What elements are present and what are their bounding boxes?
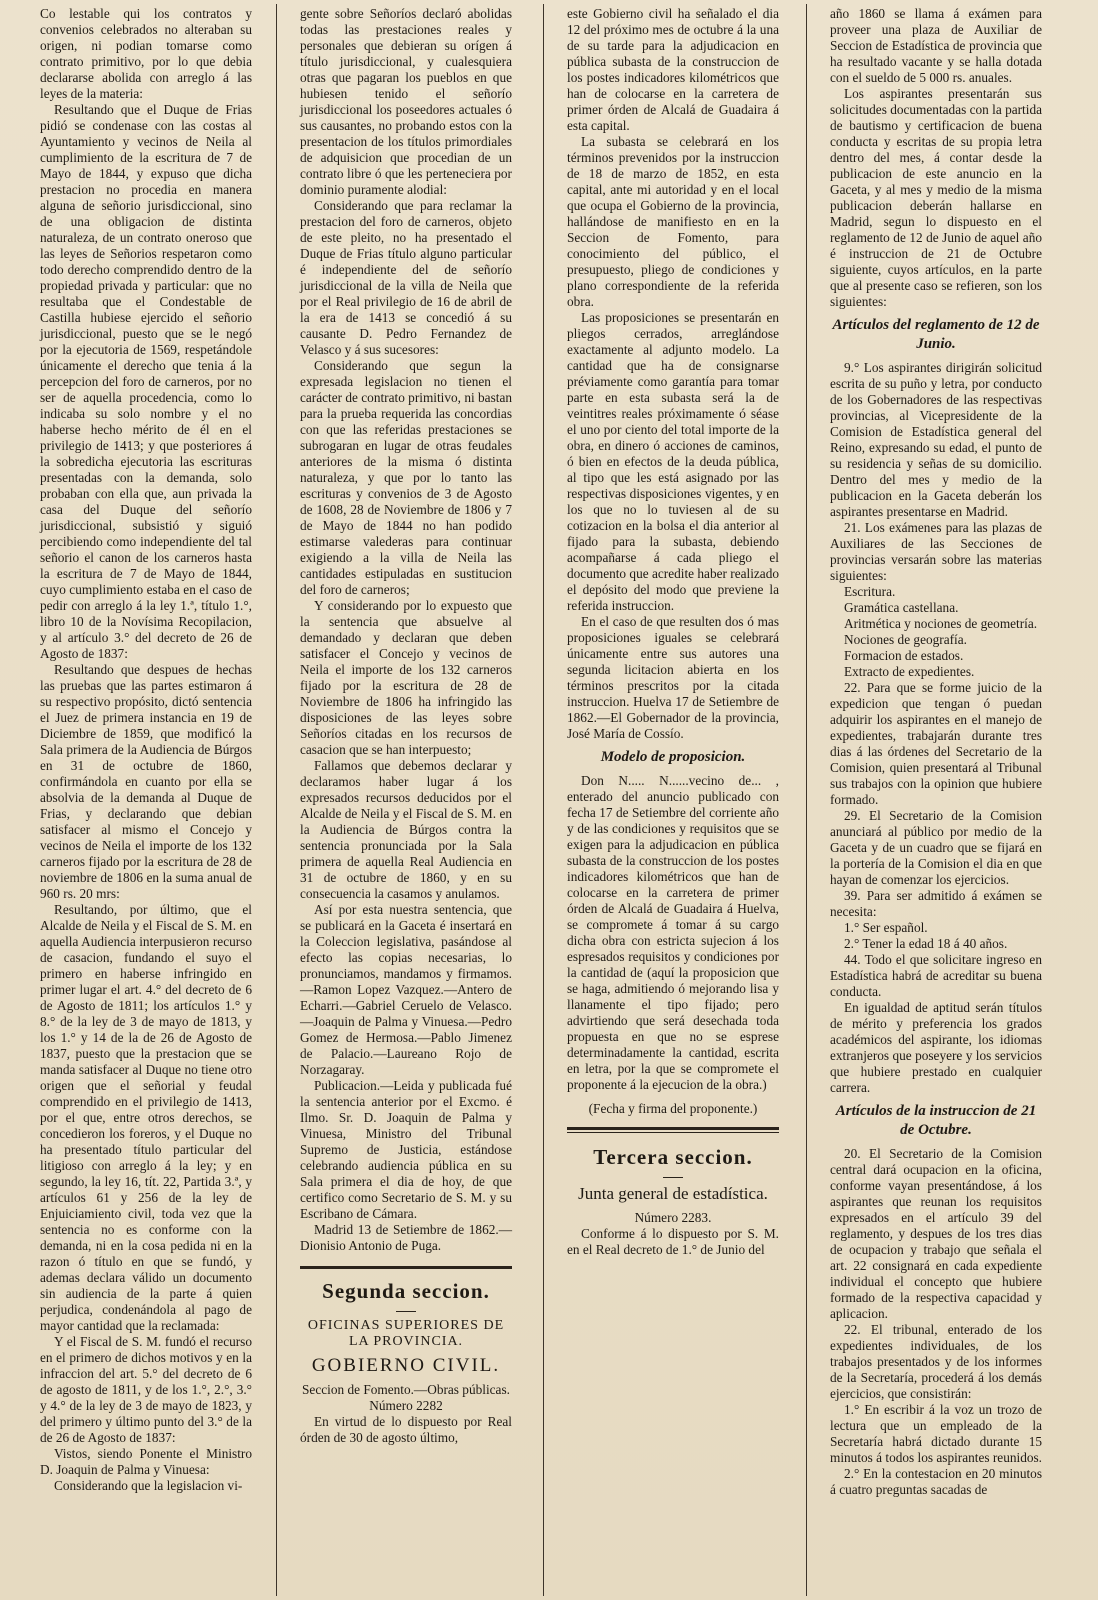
paragraph: 2.° En la contestacion en 20 minutos á cuatro preguntas sacadas de [830, 1466, 1042, 1497]
subject-list [830, 584, 1042, 680]
paragraph: Resultando, por último, que el Alcalde de Neila y el Fiscal de S. M. en aquella Audiencia interpusieron recurso de casacion, fundando el suyo el primero en haberse infringido en primer lugar el art. 4.° del decreto de 6 de Agosto de 1811; los artículos 1.° y 8.° de la ley de 3 de mayo de 1813, y los 1.° y 14 de la de 26 de Agosto de 1837, puesto que la prestacion que se manda satisfacer al Duque no tiene otro origen que el señorial y feudal comprendido en el privilegio de 1413, por el que, entre otros derechos, se concedieron los foreros, y el Duque no ha presentado título particular del litigioso con arreglo á la ley; y en segundo, la ley 16, tít. 22, Partida 3.ª, y artículos 61 y 256 de la ley de Enjuiciamiento civil, toda vez que la sentencia no es conforme con la demanda, ni en la cosa pedida ni en la razon ó título en que se fundó, y ademas declara válido un documento sin audiencia de la parte á quien perjudica, condenándola al pago de mayor cantidad que la reclamada: [40, 902, 252, 1333]
list-item: Nociones de geografía. [844, 632, 967, 647]
paragraph: 2.° Tener la edad 18 á 40 años. [844, 936, 1008, 951]
paragraph: Así por esta nuestra sentencia, que se publicará en la Gaceta é insertará en la Coleccion legislativa, pasándose al efecto las copias necesarias, lo pronunciamos, mandamos y firmamos.—Ramon Lopez Vazquez.—Antero de Echarri.—Gabriel Ceruelo de Velasco.—Joaquin de Palma y Vinuesa.—Pedro Gomez de Hermosa.—Pablo Jimenez de Palacio.—Laureano Rojo de Norzagaray. [300, 902, 512, 1077]
paragraph: gente sobre Señoríos declaró abolidas todas las prestaciones reales y personales que debieran su orígen á título jurisdiccional, y cualesquiera otras que pagaran los pueblos en que hubiesen tenido el señorío jurisdiccional los poseedores actuales ó sus causantes, no probando estos con la presentacion de los títulos primordiales de adquisicion que procedian de un contrato libre ó que les perteneciera por dominio puramente alodial: [300, 6, 512, 197]
divider [663, 1177, 683, 1178]
paragraph: Resultando que despues de hechas las pruebas que las partes estimaron á su respectivo propósito, dictó sentencia el Juez de primera instancia en 19 de Diciembre de 1859, que modificó la Sala primera de la Audiencia de Búrgos en 31 de octubre de 1860, confirmándola en cuanto por ella se absolvia de la demanda al Duque de Frias, y declarando que debian satisfacer al mismo el Concejo y vecinos de Neila el importe de los 132 carneros fijado por la escritura de 28 de noviembre de 1806 en la suma anual de 960 rs. 20 mrs: [40, 662, 252, 901]
section-title: Tercera seccion. [593, 1145, 753, 1169]
paragraph: Publicacion.—Leida y publicada fué la sentencia anterior por el Excmo. é Ilmo. Sr. D. Joaquin de Palma y Vinuesa, Ministro del Tribunal Supremo de Justicia, estándose celebrando audiencia pública en su Sala primera el dia de hoy, de que certifico como Secretario de S. M. y su Escribano de Cámara. [300, 1078, 512, 1221]
paragraph: Co lestable qui los contratos y convenios celebrados no alteraban su origen, ni podian tomarse como contrato primitivo, por lo que debia declararse abolida con arreglo á las leyes de la materia: [40, 6, 252, 101]
paragraph: 1.° En escribir á la voz un trozo de lectura que un empleado de la Secretaría habrá dictado durante 15 minutos á todos los aspirantes reunidos. [830, 1402, 1042, 1465]
paragraph: 39. Para ser admitido á exámen se necesita: [830, 888, 1042, 919]
paragraph: Y considerando por lo expuesto que la sentencia que absuelve al demandado y declaran que deben satisfacer el Concejo y vecinos de Neila el importe de los 132 carneros fijado por la escritura de 28 de Noviembre de 1806 ha infringido las disposiciones de las leyes sobre Señoríos citadas en los recursos de casacion que se han interpuesto; [300, 598, 512, 757]
paragraph: 9.° Los aspirantes dirigirán solicitud escrita de su puño y letra, por conducto de los Gobernadores de las respectivas provincias, al Vicepresidente de la Comision de Estadística general del Reino, expresando su edad, el punto de su residencia y señas de su domicilio. Dentro del mes y medio de la publicacion en la Gaceta deberán los aspirantes presentarse en Madrid. [830, 360, 1042, 519]
section-divider [567, 1127, 779, 1133]
paragraph: En el caso de que resulten dos ó mas proposiciones iguales se celebrará únicamente entre sus autores una segunda licitacion abierta en los términos prescritos por la citada instruccion. Huelva 17 de Setiembre de 1862.—El Gobernador de la provincia, José María de Cossío. [567, 614, 779, 741]
notice-number: Número 2282 [369, 1398, 443, 1413]
junta-heading: Junta general de estadística. [578, 1184, 768, 1203]
notice-number: Número 2283. [634, 1210, 712, 1225]
column-3 [557, 6, 789, 1594]
paragraph: Conforme á lo dispuesto por S. M. en el Real decreto de 1.° de Junio del [567, 1226, 779, 1257]
paragraph: 1.° Ser español. [844, 920, 928, 935]
column-rule [543, 4, 544, 1596]
divider [396, 1311, 416, 1312]
paragraph: Fallamos que debemos declarar y declaramos haber lugar á los expresados recursos deducidos por el Alcalde de Neila y el Fiscal de S. M. en la Audiencia de Búrgos contra la sentencia pronunciada por la Sala primera de aquella Real Audiencia en 31 de octubre de 1860, y en su consecuencia la casamos y anulamos. [300, 758, 512, 901]
paragraph: La subasta se celebrará en los términos prevenidos por la instruccion de 18 de marzo de 1852, en esta capital, ante mi autoridad y en el local que ocupa el Gobierno de la provincia, hallándose de manifiesto en en la Seccion de Fomento, para conocimiento del público, el presupuesto, pliego de condiciones y plano correspondiente de la referida obra. [567, 134, 779, 309]
paragraph: 20. El Secretario de la Comision central dará ocupacion en la oficina, conforme vayan presentándose, á los aspirantes que reunan los requisitos expresados en el artículo 39 del reglamento, y despues de los tres dias de ocupacion y trabajo que señala el art. 22 consignará en cada expediente individual el concepto que hubiere formado de la respectiva capacidad y aplicacion. [830, 1146, 1042, 1321]
paragraph: año 1860 se llama á exámen para proveer una plaza de Auxiliar de Seccion de Estadística de provincia que ha resultado vacante y se halla dotada con el sueldo de 5 000 rs. anuales. [830, 6, 1042, 85]
list-item: Escritura. [844, 584, 896, 599]
article-heading: Artículos de la instruccion de 21 de Octubre. [835, 1103, 1037, 1138]
paragraph: Las proposiciones se presentarán en pliegos cerrados, arreglándose exactamente al adjunto modelo. La cantidad que ha de consignarse préviamente como garantía para tomar parte en esta subasta será la de veintitres reales próximamente ó séase el uno por ciento del total importe de la obra, en dinero ó acciones de caminos, ó bien en efectos de la deuda pública, al tipo que les está asignado por las respectivas disposiciones vigentes, y en los que no lo tuviesen al de su cotizacion en la bolsa el dia anterior al fijado para la subasta, debiendo acompañarse á cada pliego el documento que acredite haber realizado el depósito del modo que previene la referida instruccion. [567, 310, 779, 613]
column-rule [806, 4, 807, 1596]
list-item: Gramática castellana. [844, 600, 959, 615]
paragraph: Don N..... N......vecino de... , enterado del anuncio publicado con fecha 17 de Setiembre del corriente año y de las condiciones y requisitos que se exigen para la adjudicacion en pública subasta de la construccion de los postes indicadores kilométricos que han de colocarse en la carretera de primer órden de Alcalá de Guadaira á Huelva, se compromete á tomar á su cargo dicha obra con estricta sujecion á los espresados requisitos y condiciones por la cantidad de (aquí la proposicion que se haga, admitiendo ó mejorando lisa y llanamente el tipo fijado; pero advirtiendo que será desechada toda propuesta en que no se esprese determinadamente la cantidad, escrita en letra, por la que se compromete el proponente á la ejecucion de la obra.) [567, 773, 779, 1092]
column-rule [276, 4, 277, 1596]
paragraph: En virtud de lo dispuesto por Real órden de 30 de agosto último, [300, 1414, 512, 1445]
paragraph: 44. Todo el que solicitare ingreso en Estadística habrá de acreditar su buena conducta. [830, 952, 1042, 999]
government-heading: GOBIERNO CIVIL. [311, 1355, 501, 1376]
paragraph: Los aspirantes presentarán sus solicitudes documentadas con la partida de bautismo y certificacion de buena conducta y escritas de su propia letra dentro del mes, á contar desde la publicacion de este anuncio en la Gaceta, y al mes y medio de la misma publicacion deberán hallarse en Madrid, segun lo dispuesto en el reglamento de 12 de Junio de aquel año é instruccion de 21 de Octubre siguiente, cuyos artículos, en la parte que al presente caso se refieren, son los siguientes: [830, 86, 1042, 309]
department-heading: Seccion de Fomento.—Obras públicas. [302, 1382, 510, 1397]
office-heading: OFICINAS SUPERIORES DE LA PROVINCIA. [307, 1318, 505, 1349]
list-item: Extracto de expedientes. [844, 664, 975, 679]
article-heading: Artículos del reglamento de 12 de Junio. [832, 317, 1040, 352]
date-signature: Madrid 13 de Setiembre de 1862.—Dionisio Antonio de Puga. [300, 1222, 512, 1253]
paragraph: 21. Los exámenes para las plazas de Auxiliares de las Secciones de provincias versarán sobre las materias siguientes: [830, 520, 1042, 583]
paragraph: este Gobierno civil ha señalado el dia 12 del próximo mes de octubre á la una de su tarde para la adjudicacion en pública subasta de la construccion de los postes indicadores kilométricos que han de colocarse en la carretera de primer órden de Alcalá de Guadaira á esta capital. [567, 6, 779, 133]
section-divider [300, 1266, 512, 1269]
paragraph: En igualdad de aptitud serán títulos de mérito y preferencia los grados académicos del aspirante, los idiomas extranjeros que poseyere y los servicios que hubiere prestado en cualquier carrera. [830, 1000, 1042, 1095]
list-item: Formacion de estados. [844, 648, 964, 663]
paragraph: Considerando que segun la expresada legislacion no tienen el carácter de contrato primitivo, ni bastan para la prueba requerida las concordias con que las referidas prestaciones se subrogaran en lugar de otras feudales anteriores de la misma ó distinta naturaleza, y que por lo tanto las escrituras y convenios de 3 de Agosto de 1608, 28 de Noviembre de 1806 y 7 de Mayo de 1844 no han podido estimarse valederas para continuar exigiendo a la villa de Neila las cantidades estipuladas en sustitucion del foro de carneros; [300, 358, 512, 597]
paragraph: Resultando que el Duque de Frias pidió se condenase con las costas al Ayuntamiento y vecinos de Neila al cumplimiento de la escritura de 7 de Mayo de 1844, y expuso que dicha prestacion no procedia en manera alguna de señorio jurisdiccional, sino de una obligacion de distinta naturaleza, de un contrato oneroso que las leyes de Señorios respetaron como todo derecho comprendido dentro de la propiedad privada y particular: que no resultaba que el Condestable de Castilla hubiese ejercido el señorio jurisdiccional, puesto que se le negó por la ejecutoria de 1569, respetándole únicamente el derecho que tenia á la percepcion del foro de carneros, por no ser de aquella procedencia, como lo indicaba su solo nombre y el no haberse hecho mérito de él en el privilegio de 1413; y que posteriores á la sobredicha ejecutoria las escrituras presentadas con la demanda, solo probaban con ella que, aun privada la casa del Duque del señorío jurisdiccional, subsistió y siguió percibiendo como independiente del tal señorio el canon de los carneros hasta la escritura de 7 de Mayo de 1844, cuyo cumplimiento estaba en el caso de pedir con arreglo á la ley 1.ª, título 1.°, libro 10 de la Novísima Recopilacion, y al artículo 3.° del decreto de 26 de Agosto de 1837: [40, 102, 252, 661]
paragraph: Considerando que la legislacion vi- [54, 1478, 243, 1493]
model-heading: Modelo de proposicion. [600, 749, 746, 765]
paragraph: Y el Fiscal de S. M. fundó el recurso en el primero de dichos motivos y en la infraccion del art. 5.° del decreto de 6 de agosto de 1811, y de los 1.°, 2.°, 3.° y 4.° de la ley de 3 de mayo de 1823, y del primero y último punto del 3.° de la de 26 de Agosto de 1837: [40, 1334, 252, 1445]
section-title: Segunda seccion. [322, 1279, 490, 1303]
column-1 [30, 6, 262, 1594]
column-4 [820, 6, 1052, 1594]
list-item: Aritmética y nociones de geometría. [844, 616, 1038, 631]
paragraph: 22. Para que se forme juicio de la expedicion que tengan ó puedan adquirir los aspirantes en el manejo de expedientes, trabajarán durante tres dias á las órdenes del Secretario de la Comision, quien presentará al Tribunal sus trabajos con la opinion que hubiere formado. [830, 680, 1042, 807]
signature-line: (Fecha y firma del proponente.) [588, 1101, 758, 1116]
paragraph: 22. El tribunal, enterado de los expedientes individuales, de los trabajos presentados y de los informes de la Secretaría, procederá á los demás ejercicios, que consistirán: [830, 1322, 1042, 1401]
paragraph: Considerando que para reclamar la prestacion del foro de carneros, objeto de este pleito, no ha presentado el Duque de Frias título alguno particular é independiente del de señorío jurisdiccional de la villa de Neila que por el Real privilegio de 16 de abril de la era de 1413 se concedió á su causante D. Pedro Fernandez de Velasco y á sus sucesores: [300, 198, 512, 357]
paragraph: Vistos, siendo Ponente el Ministro D. Joaquin de Palma y Vinuesa: [40, 1446, 252, 1477]
column-2 [290, 6, 522, 1594]
paragraph: 29. El Secretario de la Comision anunciará al público por medio de la Gaceta y de un cuadro que se fijará en la portería de la Comision el dia en que hayan de comenzar los ejercicios. [830, 808, 1042, 887]
